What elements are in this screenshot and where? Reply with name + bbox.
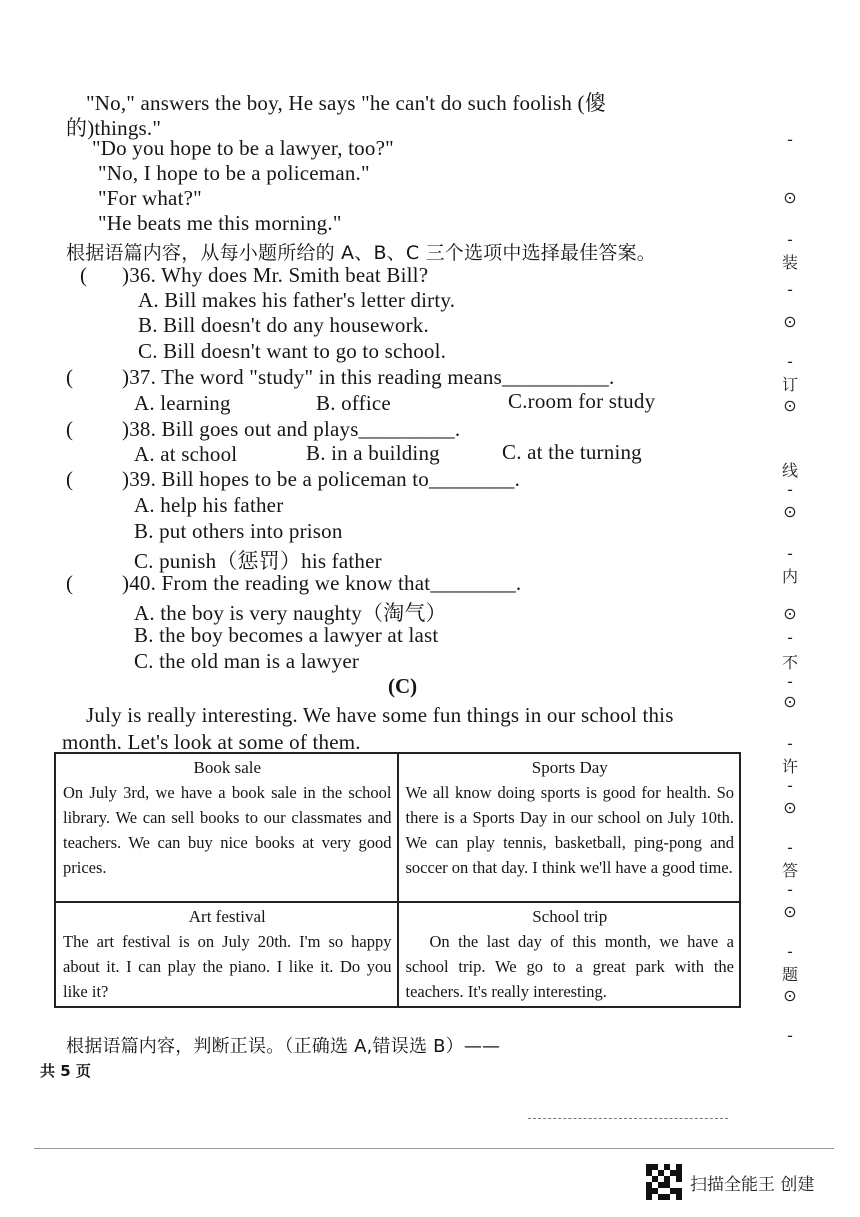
answer-paren-38: ( xyxy=(66,417,73,441)
margin-dash: - xyxy=(787,1026,793,1045)
answer-paren-40: ( xyxy=(66,571,73,595)
margin-dash: - xyxy=(787,352,793,371)
margin-circle: ⊙ xyxy=(783,902,797,921)
section-title-c: (C) xyxy=(388,674,418,698)
margin-circle: ⊙ xyxy=(783,604,797,623)
margin-circle: ⊙ xyxy=(783,312,797,331)
question-40: )40. From the reading we know that________. xyxy=(122,571,522,595)
cell-title: School trip xyxy=(532,907,608,926)
cell-school-trip xyxy=(398,902,741,1007)
option-36-a: A. Bill makes his father's letter dirty. xyxy=(138,288,456,312)
question-37: )37. The word "study" in this reading means__________. xyxy=(122,365,615,389)
option-38-b: B. in a building xyxy=(306,441,440,465)
cell-sports-day xyxy=(398,753,741,902)
option-37-b: B. office xyxy=(316,391,391,415)
margin-circle: ⊙ xyxy=(783,502,797,521)
cell-text: On the last day of this month, we have a school trip. We go to a great park with the teachers. It's really interesting. xyxy=(405,932,734,1001)
option-36-c: C. Bill doesn't want to go to school. xyxy=(138,339,447,363)
margin-char-zhuang: 装 xyxy=(781,253,798,272)
option-39-b: B. put others into prison xyxy=(134,519,343,543)
option-38-a: A. at school xyxy=(134,442,238,466)
margin-circle: ⊙ xyxy=(783,692,797,711)
table-row xyxy=(55,753,740,902)
option-36-b: B. Bill doesn't do any housework. xyxy=(138,313,429,337)
margin-dash: - xyxy=(787,544,793,563)
instruction-c: 根据语篇内容，判断正误。（正确选 A,错误选 B）—— xyxy=(66,1036,501,1057)
cell-title: Art festival xyxy=(188,907,266,926)
scan-divider xyxy=(528,1118,728,1119)
qr-code-icon xyxy=(646,1164,682,1200)
cell-book-sale xyxy=(55,753,398,902)
intro-c-line-1: July is really interesting. We have some fun things in our school this xyxy=(86,703,674,727)
margin-circle: ⊙ xyxy=(783,798,797,817)
margin-char-da: 答 xyxy=(781,861,798,880)
margin-dash: - xyxy=(787,280,793,299)
intro-c-line-2: month. Let's look at some of them. xyxy=(62,730,361,754)
margin-circle: ⊙ xyxy=(783,986,797,1005)
margin-dash: - xyxy=(787,130,793,149)
margin-dash: - xyxy=(787,880,793,899)
page-count: 共 5 页 xyxy=(40,1062,91,1080)
margin-dash: - xyxy=(787,628,793,647)
margin-char-ti: 题 xyxy=(781,965,798,984)
cell-title: Sports Day xyxy=(531,758,608,777)
cell-text: We all know doing sports is good for health. So there is a Sports Day in our school on July 10th. We can play tennis, basketball, ping-pong and soccer on that day. I think we'll have a good time. xyxy=(405,783,734,877)
answer-paren-39: ( xyxy=(66,467,73,491)
question-39: )39. Bill hopes to be a policeman to________. xyxy=(122,467,521,491)
option-37-c: C.room for study xyxy=(508,389,656,413)
margin-dash: - xyxy=(787,942,793,961)
margin-dash: - xyxy=(787,776,793,795)
option-39-c: C. punish（惩罚）his father xyxy=(134,549,382,573)
margin-char-xian: 线 xyxy=(781,461,798,480)
option-39-a: A. help his father xyxy=(134,493,284,517)
story-line-2: 的)things." xyxy=(66,116,162,140)
story-line-5: "For what?" xyxy=(98,186,202,210)
story-line-3: "Do you hope to be a lawyer, too?" xyxy=(92,136,394,160)
story-line-1: "No," answers the boy, He says "he can't do such foolish (傻 xyxy=(86,91,606,115)
answer-paren-36: ( xyxy=(80,263,87,287)
cell-art-festival xyxy=(55,902,398,1007)
cell-text: The art festival is on July 20th. I'm so happy about it. I can play the piano. I like it. Do you like it? xyxy=(63,932,392,1001)
cell-title: Book sale xyxy=(193,758,262,777)
instruction-b: 根据语篇内容，从每小题所给的 A、B、C 三个选项中选择最佳答案。 xyxy=(66,242,656,264)
answer-paren-37: ( xyxy=(66,365,73,389)
margin-dash: - xyxy=(787,672,793,691)
option-40-a: A. the boy is very naughty（淘气） xyxy=(134,601,447,625)
margin-dash: - xyxy=(787,838,793,857)
margin-dash: - xyxy=(787,480,793,499)
table-row xyxy=(55,902,740,1007)
question-36: )36. Why does Mr. Smith beat Bill? xyxy=(122,263,429,287)
margin-circle: ⊙ xyxy=(783,396,797,415)
scanner-label: 扫描全能王 创建 xyxy=(690,1174,815,1195)
story-line-6: "He beats me this morning." xyxy=(98,211,342,235)
cell-text: On July 3rd, we have a book sale in the school library. We can sell books to our classmates and teachers. We can buy nice books at very good prices. xyxy=(63,783,392,877)
scanner-watermark xyxy=(646,1164,814,1200)
margin-char-bu: 不 xyxy=(781,653,798,672)
option-37-a: A. learning xyxy=(134,391,231,415)
option-40-b: B. the boy becomes a lawyer at last xyxy=(134,623,439,647)
margin-char-xu: 许 xyxy=(781,757,798,776)
margin-dash: - xyxy=(787,230,793,249)
option-40-c: C. the old man is a lawyer xyxy=(134,649,360,673)
question-38: )38. Bill goes out and plays_________. xyxy=(122,417,461,441)
binding-margin xyxy=(772,130,808,1050)
option-38-c: C. at the turning xyxy=(502,440,642,464)
margin-dash: - xyxy=(787,734,793,753)
story-line-4: "No, I hope to be a policeman." xyxy=(98,161,370,185)
margin-circle: ⊙ xyxy=(783,188,797,207)
margin-char-ding: 订 xyxy=(781,375,798,394)
margin-char-nei: 内 xyxy=(781,567,798,586)
activities-table xyxy=(54,752,741,1008)
